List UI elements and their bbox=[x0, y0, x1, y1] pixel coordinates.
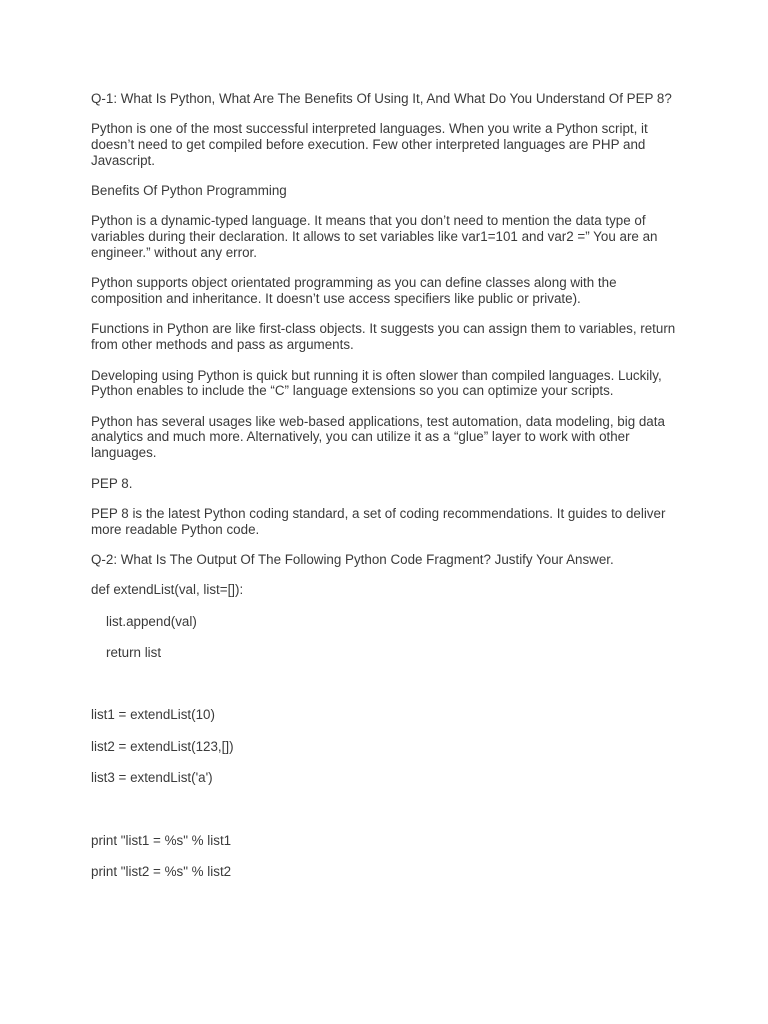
paragraph-dynamic-typed: Python is a dynamic-typed language. It means that you don’t need to mention the data type of variables during their declaration. It allows to set variables like var1=101 and var2 =” You are an engineer.” without any error. bbox=[91, 213, 658, 261]
paragraph-oop: Python supports object orientated programming as you can define classes along with the composition and inheritance. It doesn’t use access specifiers like public or private). bbox=[91, 275, 617, 307]
code-line-list1: list1 = extendList(10) bbox=[91, 707, 215, 723]
code-line-list2: list2 = extendList(123,[]) bbox=[91, 738, 234, 754]
paragraph-python-intro: Python is one of the most successful interpreted languages. When you write a Python script, it doesn’t need to get compiled before execution. Few other interpreted languages are PHP and Javascript. bbox=[91, 121, 648, 168]
code-blank-line bbox=[91, 676, 691, 692]
code-line-return: return list bbox=[106, 644, 162, 660]
benefits-heading: Benefits Of Python Programming bbox=[91, 183, 287, 199]
paragraph-performance: Developing using Python is quick but running it is often slower than compiled languages. Luckily, Python enables to include the “C” language extensions so you can optimize your scripts. bbox=[91, 367, 662, 399]
paragraph-functions: Functions in Python are like first-class objects. It suggests you can assign them to variables, return from other methods and pass as arguments. bbox=[91, 321, 676, 353]
paragraph-pep8: PEP 8 is the latest Python coding standard, a set of coding recommendations. It guides to deliver more readable Python code. bbox=[91, 505, 666, 537]
code-line-print1: print "list1 = %s" % list1 bbox=[91, 832, 232, 848]
q2-title: Q-2: What Is The Output Of The Following Python Code Fragment? Justify Your Answer. bbox=[91, 551, 614, 567]
pep8-heading: PEP 8. bbox=[91, 475, 133, 491]
code-line-list3: list3 = extendList('a') bbox=[91, 770, 213, 786]
q1-title: Q-1: What Is Python, What Are The Benefits Of Using It, And What Do You Understand Of PEP 8? bbox=[91, 91, 672, 106]
paragraph-usages: Python has several usages like web-based applications, test automation, data modeling, big data analytics and much more. Alternatively, you can utilize it as a “glue” layer to work with other languages. bbox=[91, 413, 665, 461]
code-line-append: list.append(val) bbox=[106, 613, 197, 629]
code-line-def: def extendList(val, list=[]): bbox=[91, 582, 244, 598]
document-content bbox=[91, 91, 691, 895]
code-line-print2: print "list2 = %s" % list2 bbox=[91, 863, 232, 879]
code-blank-line bbox=[91, 801, 691, 817]
